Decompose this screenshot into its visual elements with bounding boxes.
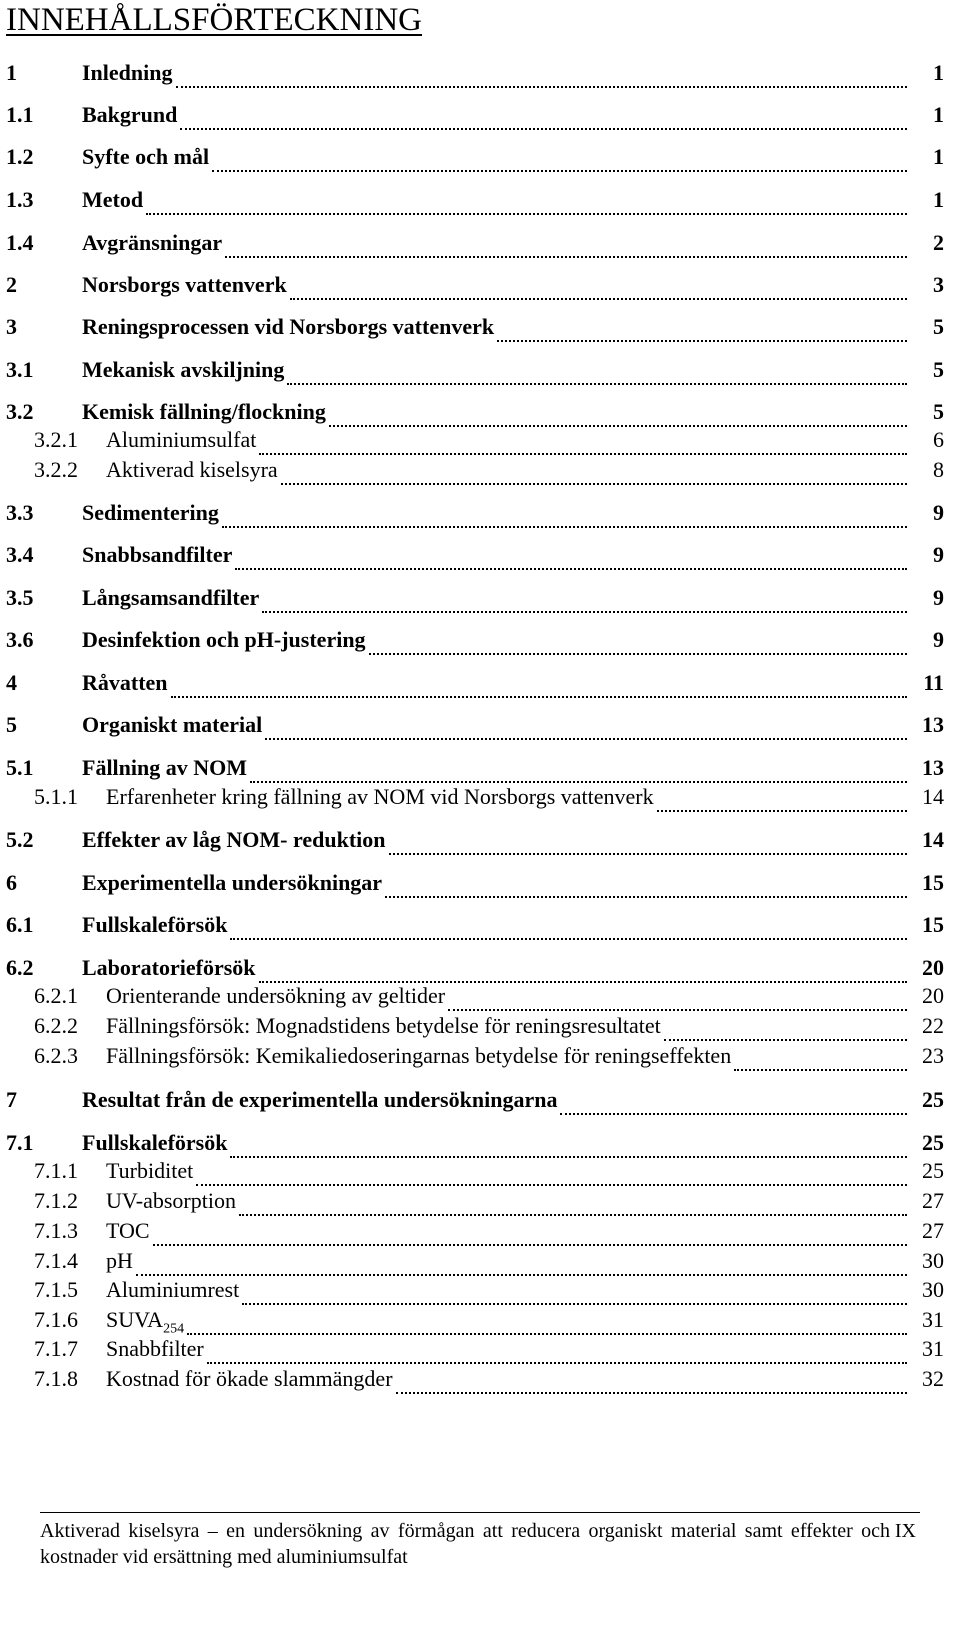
toc-entry-number: 1.2 <box>6 144 34 169</box>
toc-entry[interactable] <box>0 500 960 536</box>
toc-entry[interactable] <box>0 827 960 863</box>
toc-leader-dots <box>290 297 907 300</box>
toc-entry-number: 7.1.6 <box>34 1307 78 1332</box>
toc-entry-page: 30 <box>922 1248 944 1273</box>
toc-leader-dots <box>259 452 907 455</box>
footer-divider <box>40 1512 920 1513</box>
toc-entry-number: 1 <box>6 60 17 85</box>
toc-entry-title-text: Erfarenheter kring fällning av NOM vid Norsborgs vattenverk <box>106 784 654 809</box>
toc-entry-page: 1 <box>933 187 944 212</box>
toc-entry-number: 2 <box>6 272 17 297</box>
toc-entry-title <box>106 1188 236 1214</box>
toc-entry-page: 15 <box>922 870 944 895</box>
toc-entry-number: 6.1 <box>6 912 34 937</box>
toc-entry-number: 7.1.7 <box>34 1336 78 1361</box>
toc-entry-page: 14 <box>922 784 944 809</box>
toc-leader-dots <box>281 482 907 485</box>
toc-entry-title <box>106 1277 239 1303</box>
toc-entry-page: 31 <box>922 1336 944 1361</box>
toc-entry[interactable] <box>0 457 960 493</box>
toc-entry-title <box>82 755 247 781</box>
toc-entry-title <box>82 272 287 298</box>
toc-entry[interactable] <box>0 144 960 180</box>
toc-entry-title-text: Mekanisk avskiljning <box>82 357 285 382</box>
toc-entry-title <box>82 585 259 611</box>
toc-entry-title <box>106 1013 661 1039</box>
toc-entry-number: 3.1 <box>6 357 34 382</box>
toc-entry-page: 1 <box>933 144 944 169</box>
toc-entry-title-text: TOC <box>106 1218 150 1243</box>
toc-entry-number: 6.2.3 <box>34 1043 78 1068</box>
toc-entry-page: 11 <box>923 670 944 695</box>
toc-entry-number: 1.4 <box>6 230 34 255</box>
toc-leader-dots <box>196 1183 907 1186</box>
toc-entry-number: 3.4 <box>6 542 34 567</box>
toc-entry-title-text: Desinfektion och pH-justering <box>82 627 366 652</box>
toc-entry-page: 5 <box>933 314 944 339</box>
toc-leader-dots <box>187 1332 907 1335</box>
toc-entry-page: 25 <box>922 1087 944 1112</box>
toc-leader-dots <box>235 567 907 570</box>
toc-entry-page: 25 <box>922 1158 944 1183</box>
toc-leader-dots <box>734 1068 907 1071</box>
toc-entry-page: 14 <box>922 827 944 852</box>
toc-entry-page: 20 <box>922 983 944 1008</box>
toc-entry-number: 7.1.3 <box>34 1218 78 1243</box>
toc-entry-page: 1 <box>933 60 944 85</box>
toc-entry[interactable] <box>0 1366 960 1402</box>
toc-entry[interactable] <box>0 870 960 906</box>
toc-entry-page: 23 <box>922 1043 944 1068</box>
toc-entry-number: 7.1.1 <box>34 1158 78 1183</box>
toc-entry-page: 27 <box>922 1188 944 1213</box>
toc-entry-number: 3 <box>6 314 17 339</box>
toc-entry[interactable] <box>0 912 960 948</box>
toc-entry-page: 9 <box>933 585 944 610</box>
toc-entry-page: 13 <box>922 755 944 780</box>
toc-entry-title-text: Turbiditet <box>106 1158 194 1183</box>
toc-leader-dots <box>389 852 908 855</box>
toc-entry-number: 3.5 <box>6 585 34 610</box>
toc-leader-dots <box>369 652 907 655</box>
toc-leader-dots <box>222 525 907 528</box>
toc-entry-title <box>82 399 326 425</box>
toc-entry-number: 3.2.1 <box>34 427 78 452</box>
toc-leader-dots <box>262 610 907 613</box>
toc-entry-title-text: SUVA <box>106 1307 164 1332</box>
toc-entry-number: 7 <box>6 1087 17 1112</box>
toc-entry-title-text: Aluminiumrest <box>106 1277 240 1302</box>
toc-entry-title-text: pH <box>106 1248 133 1273</box>
toc-entry-title-text: Fullskaleförsök <box>82 1130 228 1155</box>
page-title: INNEHÅLLSFÖRTECKNING <box>6 2 422 38</box>
toc-entry-title-text: Effekter av låg NOM- reduktion <box>82 827 386 852</box>
toc-entry[interactable] <box>0 712 960 748</box>
toc-entry-page: 30 <box>922 1277 944 1302</box>
toc-entry-title-text: Fällningsförsök: Mognadstidens betydelse för reningsresultatet <box>106 1013 661 1038</box>
toc-leader-dots <box>180 127 907 130</box>
toc-entry-title <box>82 144 209 170</box>
toc-entry-title-text: Aluminiumsulfat <box>106 427 257 452</box>
toc-entry[interactable] <box>0 627 960 663</box>
toc-entry-page: 20 <box>922 955 944 980</box>
toc-entry-title-subscript: 254 <box>163 1321 185 1337</box>
toc-entry-number: 7.1.5 <box>34 1277 78 1302</box>
toc-entry-number: 6.2 <box>6 955 34 980</box>
toc-entry-title <box>106 1043 731 1069</box>
toc-entry-title <box>82 102 177 128</box>
toc-entry-page: 5 <box>933 399 944 424</box>
toc-entry-page: 5 <box>933 357 944 382</box>
toc-entry-number: 7.1.2 <box>34 1188 78 1213</box>
toc-entry-title-text: Avgränsningar <box>82 230 223 255</box>
toc-entry-title <box>82 230 222 256</box>
toc-entry-title-text: Kostnad för ökade slammängder <box>106 1366 393 1391</box>
toc-entry[interactable] <box>0 187 960 223</box>
toc-entry-title <box>106 427 256 453</box>
toc-entry-number: 1.3 <box>6 187 34 212</box>
toc-entry-title-text: Inledning <box>82 60 173 85</box>
toc-leader-dots <box>664 1038 907 1041</box>
toc-entry-title <box>106 1307 184 1337</box>
toc-entry[interactable] <box>0 670 960 706</box>
toc-entry-title-text: Metod <box>82 187 144 212</box>
toc-entry-title-text: Organiskt material <box>82 712 263 737</box>
toc-entry-title <box>82 1130 227 1156</box>
toc-entry-title-text: Laboratorieförsök <box>82 955 256 980</box>
toc-entry-page: 15 <box>922 912 944 937</box>
toc-entry-title <box>82 827 386 853</box>
toc-entry-page: 9 <box>933 542 944 567</box>
toc-entry-number: 1.1 <box>6 102 34 127</box>
toc-leader-dots <box>396 1391 907 1394</box>
toc-entry[interactable] <box>0 314 960 350</box>
toc-entry-title-text: Kemisk fällning/flockning <box>82 399 326 424</box>
toc-entry-page: 25 <box>922 1130 944 1155</box>
toc-entry[interactable] <box>0 230 960 266</box>
toc-entry-title <box>82 670 168 696</box>
toc-entry-number: 6 <box>6 870 17 895</box>
toc-entry-number: 7.1.8 <box>34 1366 78 1391</box>
toc-entry[interactable] <box>0 357 960 393</box>
toc-entry-title <box>82 60 173 86</box>
toc-entry[interactable] <box>0 1043 960 1079</box>
toc-entry-title <box>106 1248 133 1274</box>
toc-entry-title-text: Långsamsandfilter <box>82 585 260 610</box>
toc-entry-page: 13 <box>922 712 944 737</box>
toc-entry-title <box>82 1087 557 1113</box>
toc-leader-dots <box>265 737 907 740</box>
toc-entry-number: 6.2.2 <box>34 1013 78 1038</box>
toc-entry-number: 3.2 <box>6 399 34 424</box>
toc-entry-number: 5 <box>6 712 17 737</box>
toc-entry[interactable] <box>0 542 960 578</box>
toc-entry-title <box>106 1218 150 1244</box>
toc-entry-title-text: Snabbfilter <box>106 1336 204 1361</box>
toc-leader-dots <box>250 780 907 783</box>
toc-leader-dots <box>242 1302 907 1305</box>
toc-leader-dots <box>239 1213 907 1216</box>
toc-entry-page: 9 <box>933 627 944 652</box>
toc-entry-page: 27 <box>922 1218 944 1243</box>
toc-entry[interactable] <box>0 784 960 820</box>
footer-page-number: IX <box>894 1520 916 1542</box>
toc-leader-dots <box>171 695 907 698</box>
toc-leader-dots <box>176 85 908 88</box>
toc-entry-title <box>82 870 382 896</box>
toc-entry-number: 3.6 <box>6 627 34 652</box>
toc-entry-title-text: Sedimentering <box>82 500 219 525</box>
toc-entry-title <box>106 983 445 1009</box>
toc-entry-page: 32 <box>922 1366 944 1391</box>
toc-entry-title-text: Experimentella undersökningar <box>82 870 383 895</box>
toc-entry-title <box>106 784 654 810</box>
toc-entry-title <box>106 1336 204 1362</box>
toc-entry-title <box>106 1158 193 1184</box>
toc-entry[interactable] <box>0 60 960 96</box>
toc-entry-title <box>82 500 219 526</box>
toc-entry-number: 3.2.2 <box>34 457 78 482</box>
toc-entry-page: 6 <box>933 427 944 452</box>
toc-entry-number: 5.1.1 <box>34 784 78 809</box>
toc-entry[interactable] <box>0 102 960 138</box>
toc-entry-number: 5.1 <box>6 755 34 780</box>
toc-leader-dots <box>212 169 907 172</box>
toc-leader-dots <box>287 382 907 385</box>
toc-entry-title-text: Reningsprocessen vid Norsborgs vattenverk <box>82 314 495 339</box>
toc-entry[interactable] <box>0 1087 960 1123</box>
toc-leader-dots <box>207 1361 907 1364</box>
toc-entry-number: 5.2 <box>6 827 34 852</box>
toc-entry-title-text: Fällning av NOM <box>82 755 248 780</box>
toc-entry-page: 9 <box>933 500 944 525</box>
toc-entry-title-text: Syfte och mål <box>82 144 210 169</box>
toc-leader-dots <box>560 1112 907 1115</box>
toc-entry-page: 2 <box>933 230 944 255</box>
toc-entry-title-text: UV-absorption <box>106 1188 236 1213</box>
toc-entry-title <box>82 912 227 938</box>
toc-entry-title-text: Fällningsförsök: Kemikaliedoseringarnas betydelse för reningseffekten <box>106 1043 732 1068</box>
toc-entry-title-text: Resultat från de experimentella undersökningarna <box>82 1087 558 1112</box>
toc-entry-number: 6.2.1 <box>34 983 78 1008</box>
toc-entry-title <box>82 712 262 738</box>
toc-entry-title-text: Råvatten <box>82 670 168 695</box>
toc-entry-number: 7.1.4 <box>34 1248 78 1273</box>
toc-entry-page: 3 <box>933 272 944 297</box>
toc-entry-page: 1 <box>933 102 944 127</box>
toc-entry-title-text: Snabbsandfilter <box>82 542 233 567</box>
toc-entry-title <box>82 314 494 340</box>
toc-entry-title <box>82 955 256 981</box>
toc-leader-dots <box>225 255 907 258</box>
toc-entry-title <box>106 457 278 483</box>
toc-entry-title-text: Bakgrund <box>82 102 178 127</box>
footer-title: Aktiverad kiselsyra – en undersökning av förmågan att reducera organiskt material samt effekter och kostnader vid ersättning med aluminiumsulfat <box>40 1520 890 1568</box>
toc-leader-dots <box>153 1243 907 1246</box>
toc-entry-number: 3.3 <box>6 500 34 525</box>
toc-entry-title <box>82 357 284 383</box>
toc-entry[interactable] <box>0 585 960 621</box>
toc-entry-page: 31 <box>922 1307 944 1332</box>
toc-leader-dots <box>146 212 907 215</box>
toc-leader-dots <box>657 809 907 812</box>
toc-entry-page: 22 <box>922 1013 944 1038</box>
toc-entry-number: 4 <box>6 670 17 695</box>
toc-entry-title <box>82 627 366 653</box>
toc-entry-title <box>82 187 143 213</box>
toc-leader-dots <box>230 937 907 940</box>
toc-entry-title <box>106 1366 393 1392</box>
toc-entry-title-text: Orienterande undersökning av geltider <box>106 983 446 1008</box>
toc-leader-dots <box>497 339 907 342</box>
toc-leader-dots <box>136 1273 907 1276</box>
toc-leader-dots <box>448 1008 907 1011</box>
toc-entry-page: 8 <box>933 457 944 482</box>
toc-leader-dots <box>385 895 907 898</box>
toc-entry-title-text: Aktiverad kiselsyra <box>106 457 278 482</box>
toc-entry-title <box>82 542 232 568</box>
toc-entry-title-text: Fullskaleförsök <box>82 912 228 937</box>
toc-entry[interactable] <box>0 272 960 308</box>
toc-entry-title-text: Norsborgs vattenverk <box>82 272 287 297</box>
toc-entry-number: 7.1 <box>6 1130 34 1155</box>
